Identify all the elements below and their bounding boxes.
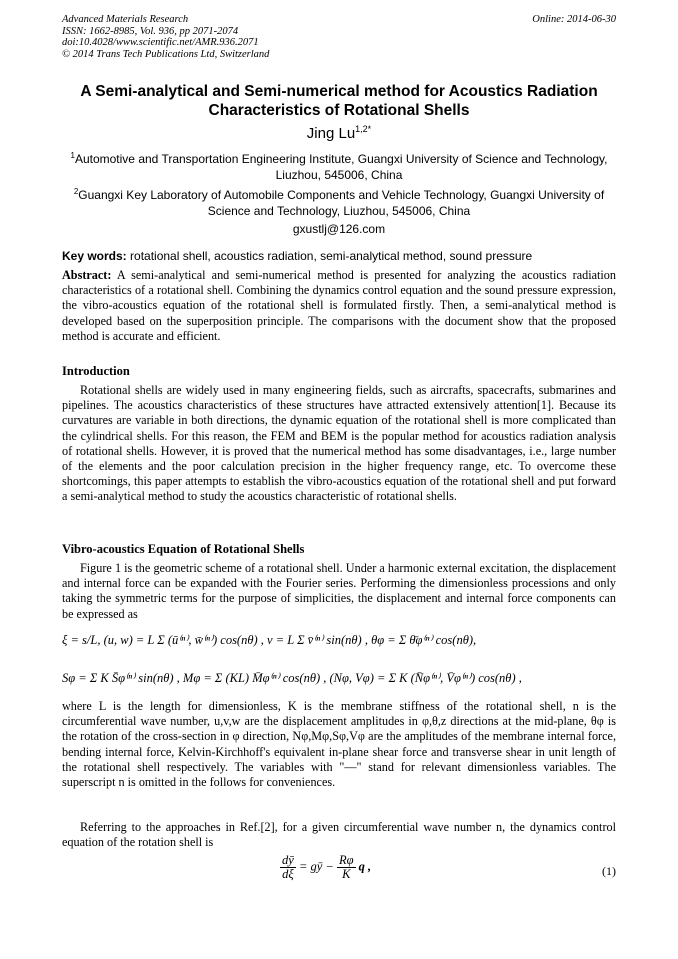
vibro-heading: Vibro-acoustics Equation of Rotational Shells — [62, 542, 305, 556]
affiliation-1: $^1$Automotive and Transportation Engineering Institute, Guangxi University of Science and Technology, Liuzhou, 545006, China — [70, 151, 608, 182]
journal-name: Advanced Materials Research — [62, 14, 189, 25]
page-header — [62, 14, 616, 60]
intro-heading: Introduction — [62, 364, 130, 378]
ref-paragraph: Referring to the approaches in Ref.[2], for a given circumferential wave number n, the dynamics control equation of the rotation shell is — [62, 820, 616, 850]
keywords-text: rotational shell, acoustics radiation, semi-analytical method, sound pressure — [126, 249, 533, 263]
where-paragraph: where L is the length for dimensionless, K is the membrane stiffness of the rotational shell, n is the circumferential wave number, u,v,w are the displacement amplitudes in φ,θ,z directions at the mid-plane, θφ is the rotation of the cross-section in φ direction, Nφ,Mφ,Sφ,Vφ are the amplitudes of the membrane internal force, bending internal force, Kelvin-Kirchhoff's equivalent in-plane shear force and transverse shear in unit length of the rotational shell respectively. The variables with "—" stand for relevant dimensionless variables. The superscript n is omitted in the follows for conveniences. — [62, 699, 616, 790]
vibro-paragraph: Figure 1 is the geometric scheme of a rotational shell. Under a harmonic external excitation, the displacement and internal force can be expanded with the Fourier series. Performing the dimensionless processions and only taking the symmetric terms for the purpose of simplicities, the displacement and internal force components can be expressed as — [62, 561, 616, 621]
issn: ISSN: 1662-8985, Vol. 936, pp 2071-2074 — [62, 25, 239, 37]
equation-1: $\frac{dȳ}{d\xi}$ = gȳ − $\frac{R\varphi}{K}$ q , — [282, 853, 372, 881]
copyright: © 2014 Trans Tech Publications Ltd, Switzerland — [62, 48, 270, 60]
keywords-label: Key words: — [62, 249, 127, 263]
affiliation-2: $^2$Guangxi Key Laboratory of Automobile Components and Vehicle Technology, Guangxi University of Science and Technology, Liuzhou, 545006, China — [73, 187, 605, 218]
author-name: Jing Lu — [306, 125, 356, 142]
online-date: Online: 2014-06-30 — [532, 14, 616, 25]
equation-1-number: (1) — [602, 864, 616, 878]
author-email: gxustlj@126.com — [292, 222, 386, 236]
abstract — [62, 268, 616, 344]
abstract-text: A semi-analytical and semi-numerical method is presented for analyzing the acoustics radiation characteristics of a rotational shell. Combining the dynamics control equation and the sound pressure expression, the vibro-acoustics equation of the rotational shell is formulated firstly. Then, a semi-analytical method is developed based on the superposition principle. The comparisons with the document show that the proposed method is accurate and efficient. — [62, 268, 616, 343]
doi: doi:10.4028/www.scientific.net/AMR.936.2071 — [62, 37, 259, 48]
author — [0, 124, 678, 142]
intro-paragraph: Rotational shells are widely used in many engineering fields, such as aircrafts, spacecrafts, submarines and pipelines. The acoustics characteristics of these structures have attracted extensively attention[1]. Because its curvatures are variable in both directions, the dynamic equation of the rotational shell is more complicated than the cylindrical shells. For this reason, the FEM and BEM is the popular method for acoustics radiation analysis of rotational shells. However, it is proved that the numerical method has some disadvantages, i.e., large number of the elements and the poor calculation precision in the higher frequency range, etc. To overcome these shortcomings, this paper attempts to establish the vibro-acoustics equation of the rotational shell and put forward a semi-analytical method to study the acoustics characteristic of rotational shells. — [62, 383, 616, 504]
abstract-label: Abstract: — [62, 268, 112, 282]
equation-line-2: Sφ = Σ K S̄φ⁽ⁿ⁾ sin(nθ) , Mφ = Σ (KL) M̄φ⁽ⁿ⁾ cos(nθ) , (Nφ, Vφ) = Σ K (N̄φ⁽ⁿ⁾, V̄φ⁽ⁿ⁾) cos(nθ) , — [62, 671, 522, 685]
paper-title: A Semi-analytical and Semi-numerical method for Acoustics Radiation Characteristics of Rotational Shells — [80, 83, 598, 119]
keywords — [62, 249, 616, 263]
author-sup: 1,2* — [355, 124, 372, 134]
equation-line-1: ξ = s/L, (u, w) = L Σ (ū⁽ⁿ⁾, w̄⁽ⁿ⁾) cos(nθ) , v = L Σ v̄⁽ⁿ⁾ sin(nθ) , θφ = Σ θ̄φ⁽ⁿ⁾ cos(nθ), — [62, 633, 477, 647]
